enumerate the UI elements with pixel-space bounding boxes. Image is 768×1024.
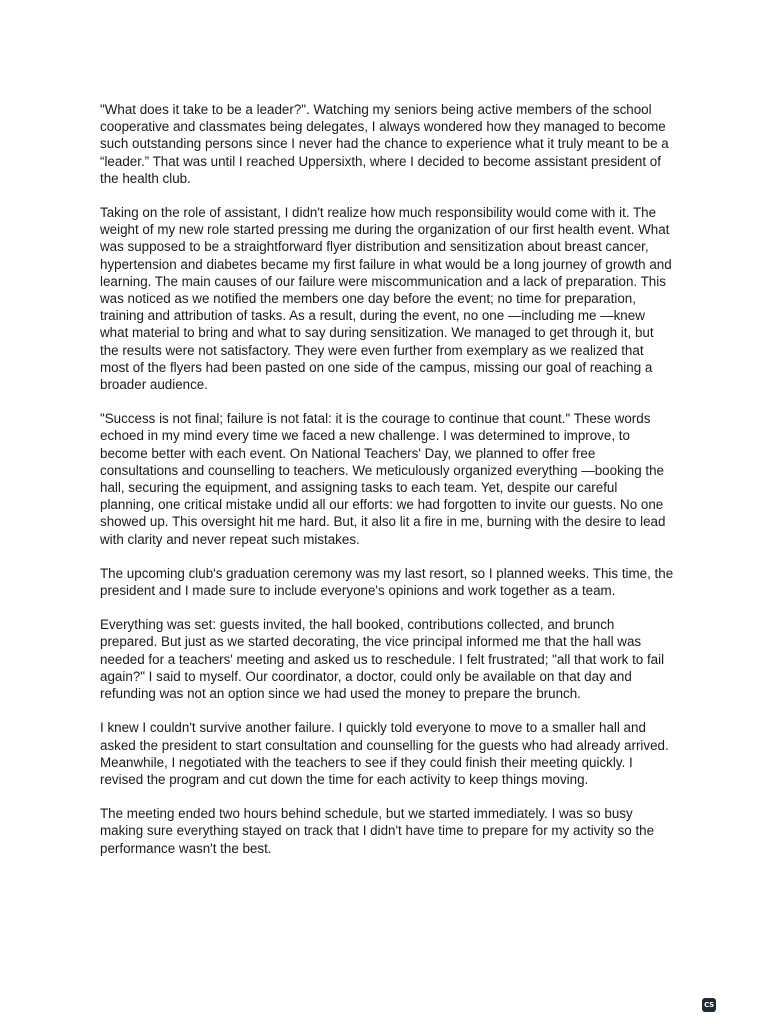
cs-logo-icon: CS (702, 998, 716, 1012)
paragraph-4: The upcoming club's graduation ceremony was my last resort, so I planned weeks. This time, the president and I made sure to include everyone's opinions and work together as a team. (100, 565, 674, 599)
paragraph-5: Everything was set: guests invited, the hall booked, contributions collected, and brunch prepared. But just as we started decorating, the vice principal informed me that the hall was needed for a teachers' meeting and asked us to reschedule. I felt frustrated; "all that work to fail again?" I said to myself. Our coordinator, a doctor, could only be available on that day and refunding was not an option since we had used the money to prepare the brunch. (100, 617, 665, 702)
paragraph-2: Taking on the role of assistant, I didn't realize how much responsibility would come with it. The weight of my new role started pressing me during the organization of our first health event. What was supposed to be a straightforward flyer distribution and sensitization about breast cancer, hypertension and diabetes became my first failure in what would be a long journey of growth and learning. The main causes of our failure were miscommunication and a lack of preparation. This was noticed as we notified the members one day before the event; no time for preparation, training and attribution of tasks. As a result, during the event, no one —including me —knew what material to bring and what to say during sensitization. We managed to get through it, but the results were not satisfactory. They were even further from exemplary as we realized that most of the flyers had been pasted on one side of the campus, missing our goal of reaching a broader audience. (100, 205, 672, 393)
paragraph-6: I knew I couldn't survive another failure. I quickly told everyone to move to a smaller hall and asked the president to start consultation and counselling for the guests who had already arrived. Meanwhile, I negotiated with the teachers to see if they could finish their meeting quickly. I revised the program and cut down the time for each activity to keep things moving. (100, 720, 669, 787)
document-body (100, 101, 675, 874)
paragraph-3: "Success is not final; failure is not fatal: it is the courage to continue that count." These words echoed in my mind every time we faced a new challenge. I was determined to improve, to become better with each event. On National Teachers' Day, we planned to offer free consultations and counselling to teachers. We meticulously organized everything —booking the hall, securing the equipment, and assigning tasks to each team. Yet, despite our careful planning, one critical mistake undid all our efforts: we had forgotten to invite our guests. No one showed up. This oversight hit me hard. But, it also lit a fire in me, burning with the desire to lead with clarity and never repeat such mistakes. (100, 411, 666, 547)
paragraph-7: The meeting ended two hours behind schedule, but we started immediately. I was so busy making sure everything stayed on track that I didn't have time to prepare for my activity so the performance wasn't the best. (100, 806, 655, 856)
paragraph-1: "What does it take to be a leader?". Watching my seniors being active members of the school cooperative and classmates being delegates, I always wondered how they managed to become such outstanding persons since I never had the chance to experience what it truly meant to be a “leader.” That was until I reached Uppersixth, where I decided to become assistant president of the health club. (100, 102, 669, 186)
